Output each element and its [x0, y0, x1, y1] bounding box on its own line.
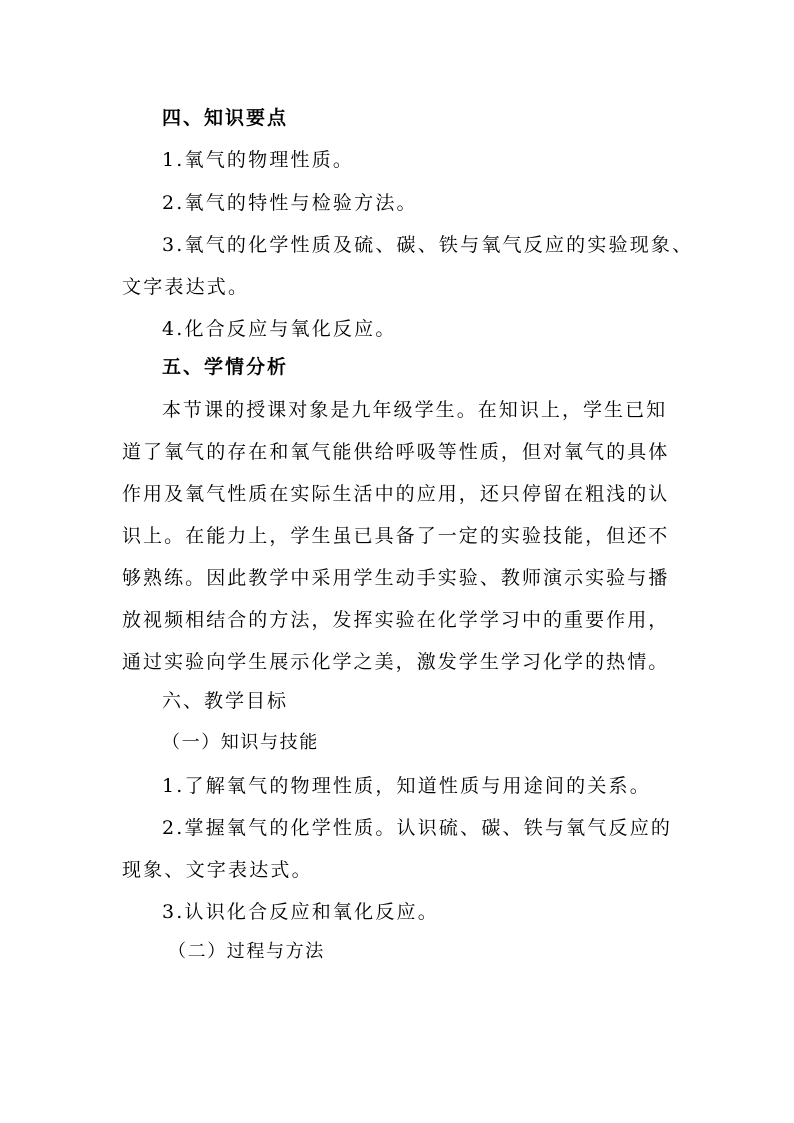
section6-subheading-knowledge-skills: （一）知识与技能: [162, 732, 319, 753]
section5-paragraph-line-5: 够熟练。因此教学中采用学生动手实验、教师演示实验与播: [122, 567, 670, 589]
section4-item-2: 2.氧气的特性与检验方法。: [162, 192, 418, 214]
section5-paragraph-line-2: 道了氧气的存在和氧气能供给呼吸等性质，但对氧气的具体: [122, 441, 670, 463]
section5-paragraph-line-7: 通过实验向学生展示化学之美，激发学生学习化学的热情。: [122, 651, 670, 673]
section6-item-2: 2.掌握氧气的化学性质。认识硫、碳、铁与氧气反应的: [162, 817, 673, 839]
section5-paragraph-line-6: 放视频相结合的方法，发挥实验在化学学习中的重要作用，: [122, 609, 670, 631]
section4-item-3-continued: 文字表达式。: [122, 276, 250, 298]
section6-item-1: 1.了解氧气的物理性质，知道性质与用途间的关系。: [162, 775, 651, 797]
section6-subheading-process-method: （二）过程与方法: [168, 941, 325, 962]
section5-heading: 五、学情分析: [162, 356, 289, 378]
section4-item-3: 3.氧气的化学性质及硫、碳、铁与氧气反应的实验现象、: [162, 234, 694, 256]
section6-heading: 六、教学目标: [162, 690, 289, 712]
section4-item-4: 4.化合反应与氧化反应。: [162, 318, 397, 340]
section4-heading: 四、知识要点: [162, 107, 289, 129]
section5-paragraph-line-1: 本节课的授课对象是九年级学生。在知识上，学生已知: [162, 399, 668, 421]
section4-item-1: 1.氧气的物理性质。: [162, 149, 355, 171]
section5-paragraph-line-4: 识上。在能力上，学生虽已具备了一定的实验技能，但还不: [122, 525, 670, 547]
section6-item-3: 3.认识化合反应和氧化反应。: [162, 901, 439, 923]
section5-paragraph-line-3: 作用及氧气性质在实际生活中的应用，还只停留在粗浅的认: [122, 483, 670, 505]
section6-item-2-continued: 现象、文字表达式。: [122, 859, 313, 881]
